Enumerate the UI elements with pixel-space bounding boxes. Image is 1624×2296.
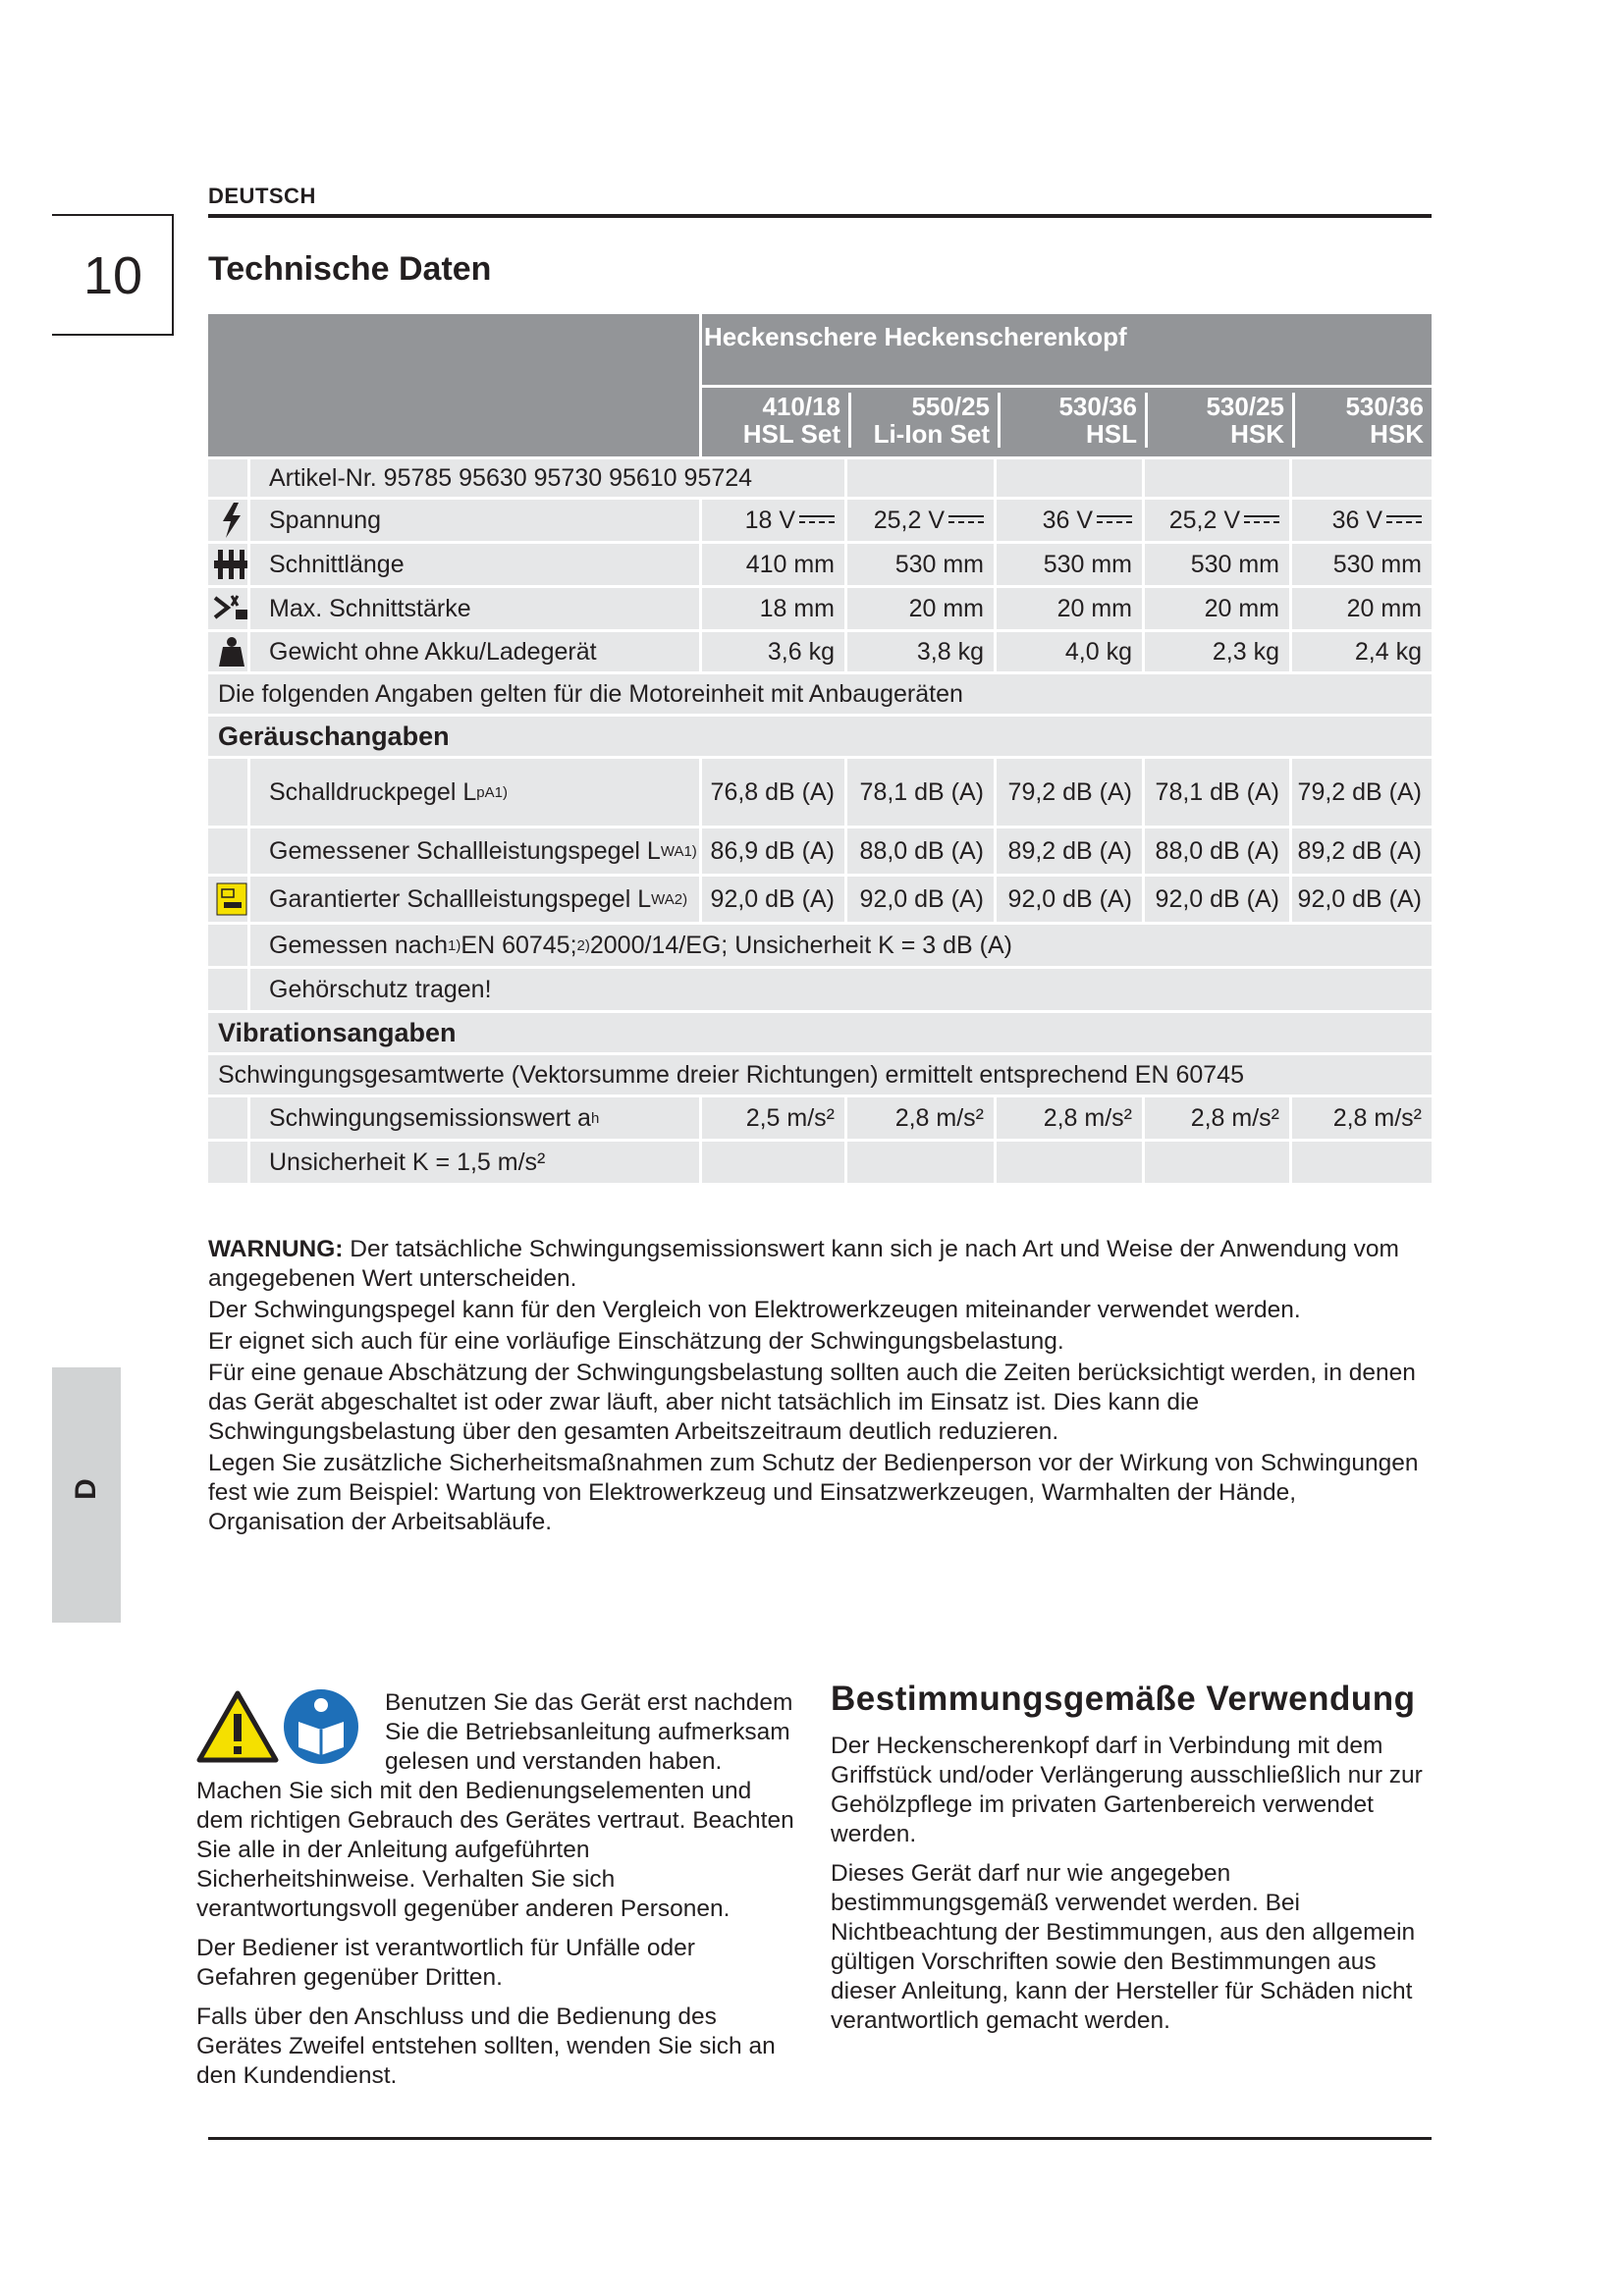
- value-cell: 18 V: [699, 500, 844, 541]
- intended-use: [831, 1680, 1432, 2046]
- value-cell: 36 V: [1292, 500, 1432, 541]
- spec-label: Gewicht ohne Akku/Ladegerät: [269, 637, 597, 666]
- value-cell: 4,0 kg: [1064, 637, 1132, 666]
- value-cell: 88,0 dB (A): [1155, 836, 1279, 865]
- spec-label: Max. Schnittstärke: [269, 594, 471, 622]
- value-cell: 79,2 dB (A): [1297, 777, 1422, 806]
- table-row: [208, 759, 1432, 826]
- uncertainty-note: Unsicherheit K = 1,5 m/s²: [269, 1148, 546, 1176]
- col-header-1: 410/18 HSL Set: [699, 393, 848, 448]
- value-cell: 92,0 dB (A): [710, 884, 835, 913]
- value-cell: 18 mm: [759, 594, 835, 622]
- value-cell: 410 mm: [745, 550, 835, 578]
- col-header-5: 530/36 HSK: [1292, 393, 1432, 448]
- vibration-label: Schwingungsemissionswert a h: [269, 1103, 600, 1132]
- value-cell: 2,4 kg: [1354, 637, 1422, 666]
- bottom-rule: [208, 2137, 1432, 2140]
- value-cell: 36 V: [997, 500, 1142, 541]
- table-row: [208, 544, 1432, 585]
- value-cell: 76,8 dB (A): [710, 777, 835, 806]
- safety-paragraph: Der Bediener ist verantwortlich für Unfälle oder Gefahren gegenüber Dritten.: [196, 1935, 695, 1991]
- safety-instructions: [196, 1688, 795, 2101]
- table-row: [208, 500, 1432, 541]
- value-cell: 78,1 dB (A): [1155, 777, 1279, 806]
- warning-triangle-icon: [196, 1690, 279, 1763]
- value-cell: 2,8 m/s²: [1332, 1103, 1422, 1132]
- value-cell: 92,0 dB (A): [859, 884, 984, 913]
- table-row: [208, 1142, 1432, 1183]
- value-cell: 530 mm: [1190, 550, 1279, 578]
- intended-use-heading: Bestimmungsgemäße Verwendung: [831, 1680, 1416, 1718]
- table-row: [208, 588, 1432, 629]
- table-row: [208, 717, 1432, 756]
- value-cell: 20 mm: [1056, 594, 1132, 622]
- value-cell: 88,0 dB (A): [859, 836, 984, 865]
- value-cell: 89,2 dB (A): [1007, 836, 1132, 865]
- noise-label: Schalldruckpegel L pA 1): [269, 777, 508, 806]
- value-cell: 86,9 dB (A): [710, 836, 835, 865]
- hearing-protection-note: Gehörschutz tragen!: [269, 975, 492, 1003]
- value-cell: 20 mm: [1346, 594, 1422, 622]
- vibration-note: Schwingungsgesamtwerte (Vektorsumme dreier Richtungen) ermittelt entsprechend EN 60745: [218, 1060, 1244, 1089]
- table-row: [208, 828, 1432, 874]
- value-cell: 20 mm: [1204, 594, 1279, 622]
- value-cell: 530 mm: [1332, 550, 1422, 578]
- table-row: [208, 459, 1432, 497]
- value-cell: 2,5 m/s²: [745, 1103, 835, 1132]
- side-tab-letter: D: [70, 1478, 102, 1500]
- top-rule: [208, 214, 1432, 218]
- noise-heading: Geräuschangaben: [218, 721, 450, 751]
- language-label: DEUTSCH: [208, 184, 316, 208]
- vibration-heading: Vibrationsangaben: [218, 1017, 457, 1047]
- value-cell: 20 mm: [908, 594, 984, 622]
- warning-paragraph: WARNUNG: Der tatsächliche Schwingungsemissionswert kann sich je nach Art und Weise der Anwendung vom angegebenen Wert unterscheiden.: [208, 1236, 1399, 1292]
- group-header: Heckenschere Heckenscherenkopf: [704, 321, 1127, 351]
- value-cell: 79,2 dB (A): [1007, 777, 1132, 806]
- value-cell: 2,3 kg: [1212, 637, 1279, 666]
- value-cell: 2,8 m/s²: [1043, 1103, 1132, 1132]
- value-cell: 92,0 dB (A): [1297, 884, 1422, 913]
- intended-use-paragraph: Der Heckenscherenkopf darf in Verbindung mit dem Griffstück und/oder Verlängerung ausschließlich nur zur Gehölzpflege im privaten Gartenbereich verwendet werden.: [831, 1733, 1423, 1847]
- measured-note: Gemessen nach 1) EN 60745; 2) 2000/14/EG; Unsicherheit K = 3 dB (A): [269, 931, 1012, 959]
- value-cell: 530 mm: [1043, 550, 1132, 578]
- spec-label: Schnittlänge: [269, 550, 405, 578]
- value-cell: 89,2 dB (A): [1297, 836, 1422, 865]
- warning-block: [208, 1235, 1426, 1539]
- article-numbers: Artikel-Nr. 95785 95630 95730 95610 95724: [269, 463, 753, 492]
- table-header: [208, 314, 1432, 456]
- value-cell: 78,1 dB (A): [859, 777, 984, 806]
- table-row: [208, 632, 1432, 671]
- spec-label: Spannung: [269, 506, 382, 534]
- table-row: [208, 674, 1432, 714]
- warning-paragraph: Der Schwingungspegel kann für den Vergleich von Elektrowerkzeugen miteinander verwendet werden.: [208, 1297, 1301, 1323]
- table-row: [208, 1097, 1432, 1139]
- page-title: Technische Daten: [208, 250, 492, 288]
- value-cell: 2,8 m/s²: [894, 1103, 984, 1132]
- value-cell: 25,2 V: [847, 500, 994, 541]
- value-cell: 530 mm: [894, 550, 984, 578]
- noise-label: Garantierter Schallleistungspegel L WA 2): [269, 884, 688, 913]
- safety-paragraph: Benutzen Sie das Gerät erst nachdem Sie die Betriebsanleitung aufmerksam gelesen und verstanden haben. Machen Sie sich mit den Bedienungselementen und dem richtigen Gebrauch des Gerätes vertraut. Beachten Sie alle in der Anleitung aufgeführten Sicherheitshinweise. Verhalten Sie sich verantwortungsvoll gegenüber anderen Personen.: [196, 1689, 794, 1922]
- value-cell: 92,0 dB (A): [1007, 884, 1132, 913]
- warning-paragraph: Für eine genaue Abschätzung der Schwingungsbelastung sollten auch die Zeiten berücksichtigt werden, in denen das Gerät abgeschaltet ist oder zwar läuft, aber nicht tatsächlich im Einsatz ist. Dies kann die Schwingungsbelastung über den gesamten Arbeitszeitraum deutlich reduzieren.: [208, 1360, 1416, 1445]
- read-manual-icon: [283, 1688, 359, 1765]
- warning-paragraph: Er eignet sich auch für eine vorläufige Einschätzung der Schwingungsbelastung.: [208, 1328, 1064, 1355]
- col-header-2: 550/25 Li-Ion Set: [848, 393, 998, 448]
- intended-use-paragraph: Dieses Gerät darf nur wie angegeben bestimmungsgemäß verwendet werden. Bei Nichtbeachtung der Bestimmungen, aus den allgemein gültigen Vorschriften sowie den Bestimmungen aus dieser Anleitung, kann der Hersteller für Schäden nicht verantwortlich gemacht werden.: [831, 1860, 1416, 2034]
- page-number: 10: [82, 246, 143, 305]
- warning-paragraph: Legen Sie zusätzliche Sicherheitsmaßnahmen zum Schutz der Bedienperson vor der Wirkung von Schwingungen fest wie zum Beispiel: Wartung von Elektrowerkzeug und Einsatzwerkzeugen, Warmhalten der Hände, Organisation der Arbeitsabläufe.: [208, 1450, 1419, 1535]
- table-row: [208, 925, 1432, 966]
- safety-paragraph: Falls über den Anschluss und die Bedienung des Gerätes Zweifel entstehen sollten, wenden Sie sich an den Kundendienst.: [196, 2003, 776, 2089]
- safety-icons: [196, 1688, 373, 1767]
- value-cell: 3,8 kg: [916, 637, 984, 666]
- value-cell: 2,8 m/s²: [1190, 1103, 1279, 1132]
- col-header-4: 530/25 HSK: [1145, 393, 1292, 448]
- col-header-3: 530/36 HSL: [998, 393, 1145, 448]
- table-row: [208, 969, 1432, 1010]
- table-row: [208, 1013, 1432, 1052]
- value-cell: 92,0 dB (A): [1155, 884, 1279, 913]
- table-row: [208, 1055, 1432, 1095]
- value-cell: 25,2 V: [1145, 500, 1289, 541]
- motor-note: Die folgenden Angaben gelten für die Motoreinheit mit Anbaugeräten: [218, 679, 963, 708]
- table-row: [208, 877, 1432, 922]
- value-cell: 3,6 kg: [767, 637, 835, 666]
- noise-label: Gemessener Schallleistungspegel L WA 1): [269, 836, 697, 865]
